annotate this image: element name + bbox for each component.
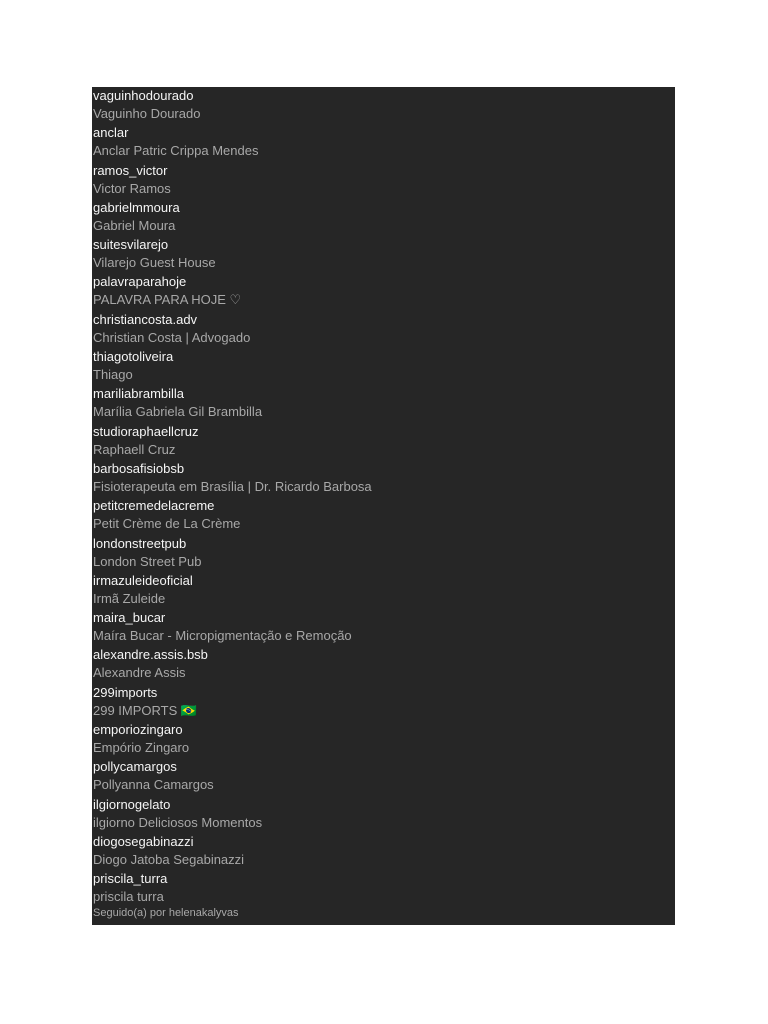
account-full-name: Vilarejo Guest House [93, 255, 216, 271]
account-username[interactable]: 299imports [93, 684, 158, 700]
account-username[interactable]: priscila_turra [93, 871, 168, 887]
account-username[interactable]: studioraphaellcruz [93, 423, 199, 439]
account-full-name: Diogo Jatoba Segabinazzi [93, 851, 245, 867]
account-entry[interactable] [93, 273, 675, 310]
account-entry[interactable] [93, 423, 675, 460]
account-username[interactable]: emporiozingaro [93, 722, 183, 738]
account-username[interactable]: londonstreetpub [93, 535, 187, 551]
account-entry[interactable] [93, 721, 675, 758]
account-full-name: Thiago [93, 367, 133, 383]
account-entry[interactable] [93, 385, 675, 422]
account-username[interactable]: ramos_victor [93, 162, 168, 178]
account-entry[interactable] [93, 199, 675, 236]
account-full-name: Pollyanna Camargos [93, 777, 214, 793]
account-full-name: ilgiorno Deliciosos Momentos [93, 814, 263, 830]
account-username[interactable]: maira_bucar [93, 610, 166, 626]
account-username[interactable]: diogosegabinazzi [93, 833, 194, 849]
account-full-name: 299 IMPORTS 🇧🇷 [93, 702, 198, 718]
account-full-name: Vaguinho Dourado [93, 106, 201, 121]
account-full-name: Raphaell Cruz [93, 441, 176, 457]
account-entry[interactable] [93, 535, 675, 572]
account-entry[interactable] [93, 87, 675, 124]
account-full-name: Christian Costa | Advogado [93, 329, 251, 345]
account-entry[interactable] [93, 684, 675, 721]
account-username[interactable]: christiancosta.adv [93, 311, 198, 327]
account-entry[interactable] [93, 870, 675, 907]
account-username[interactable]: palavraparahoje [93, 274, 187, 290]
account-entry[interactable] [93, 460, 675, 497]
account-username[interactable]: suitesvilarejo [93, 237, 169, 253]
account-username[interactable]: ilgiornogelato [93, 796, 171, 812]
followed-by-text: Seguido(a) por helenakalyvas [93, 907, 239, 919]
accounts-list [93, 87, 675, 908]
account-entry[interactable] [93, 497, 675, 534]
account-entry[interactable] [93, 162, 675, 199]
account-username[interactable]: thiagotoliveira [93, 349, 174, 365]
account-username[interactable]: irmazuleideoficial [93, 572, 193, 588]
account-full-name: Empório Zingaro [93, 740, 190, 756]
account-full-name: Anclar Patric Crippa Mendes [93, 143, 259, 159]
account-entry[interactable] [93, 236, 675, 273]
account-username[interactable]: pollycamargos [93, 759, 177, 775]
account-entry[interactable] [93, 124, 675, 161]
account-full-name: Gabriel Moura [93, 217, 176, 233]
account-username[interactable]: alexandre.assis.bsb [93, 647, 208, 663]
account-full-name: London Street Pub [93, 553, 202, 569]
account-full-name: Marília Gabriela Gil Brambilla [93, 404, 263, 420]
account-username[interactable]: anclar [93, 125, 129, 141]
account-full-name: Petit Crème de La Crème [93, 516, 241, 532]
account-entry[interactable] [93, 348, 675, 385]
account-username[interactable]: barbosafisiobsb [93, 460, 185, 476]
account-username[interactable]: gabrielmmoura [93, 199, 180, 215]
account-entry[interactable] [93, 646, 675, 683]
account-full-name: Alexandre Assis [93, 665, 186, 681]
account-full-name: Victor Ramos [93, 180, 171, 196]
account-username[interactable]: vaguinhodourado [93, 88, 194, 103]
account-username[interactable]: mariliabrambilla [93, 386, 185, 402]
account-entry[interactable] [93, 833, 675, 870]
account-entry[interactable] [93, 572, 675, 609]
account-full-name: Fisioterapeuta em Brasília | Dr. Ricardo Barbosa [93, 478, 372, 494]
account-full-name: priscila turra [93, 889, 164, 905]
account-entry[interactable] [93, 796, 675, 833]
account-full-name: Irmã Zuleide [93, 590, 166, 606]
account-username[interactable]: petitcremedelacreme [93, 498, 215, 514]
account-entry[interactable] [93, 311, 675, 348]
account-entry[interactable] [93, 609, 675, 646]
account-full-name: PALAVRA PARA HOJE ♡ [93, 292, 242, 308]
account-full-name: Maíra Bucar - Micropigmentação e Remoção [93, 628, 352, 644]
accounts-panel [92, 87, 675, 925]
account-entry[interactable] [93, 758, 675, 795]
